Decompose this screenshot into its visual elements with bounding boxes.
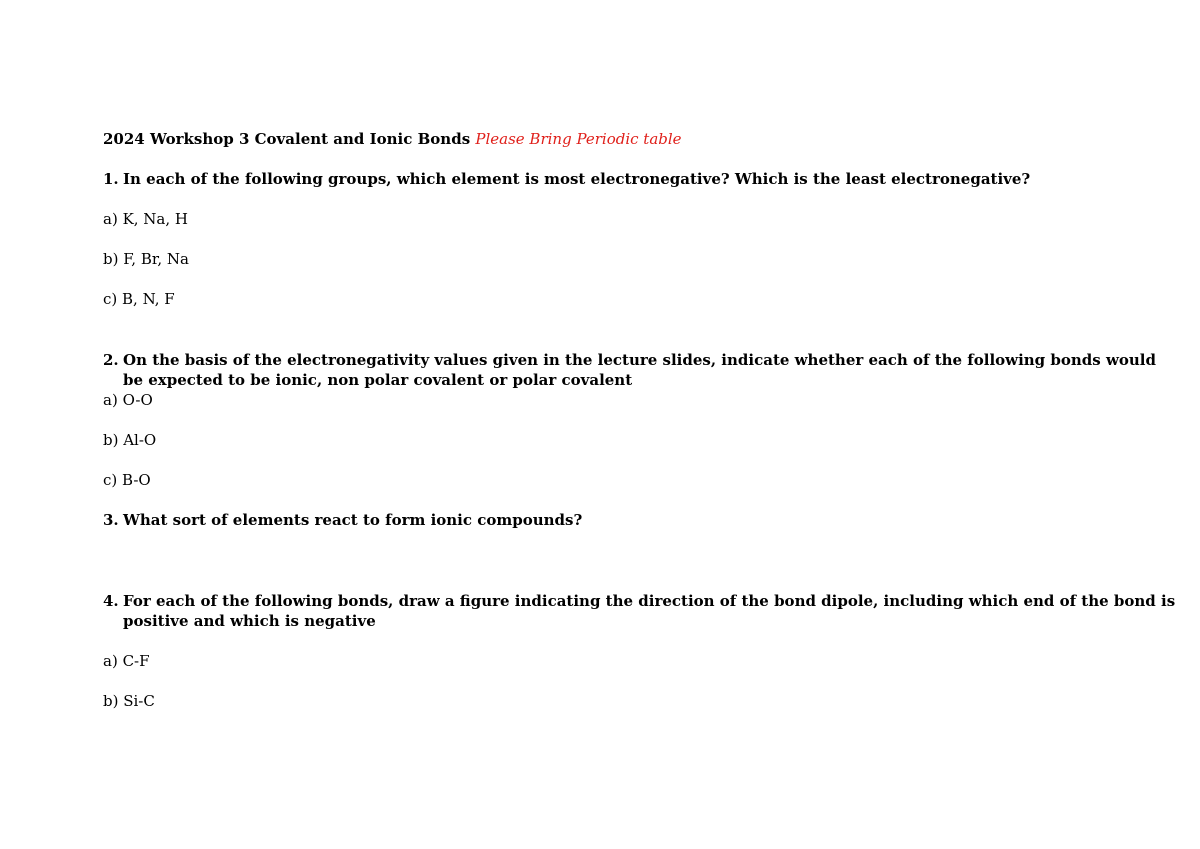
question-1-number: 1. xyxy=(103,170,119,188)
question-2 xyxy=(103,350,1156,370)
question-4-text-line2: positive and which is negative xyxy=(123,612,376,630)
question-3 xyxy=(103,510,582,530)
question-3-number: 3. xyxy=(103,511,119,529)
question-1-option-b: b) F, Br, Na xyxy=(103,250,189,268)
question-4-text-line1: For each of the following bonds, draw a figure indicating the direction of the bond dipole, including which end of the bond is xyxy=(123,592,1176,610)
question-1-text: In each of the following groups, which element is most electronegative? Which is the least electronegative? xyxy=(123,170,1031,188)
question-1-option-c: c) B, N, F xyxy=(103,290,175,308)
question-1-option-a: a) K, Na, H xyxy=(103,210,188,228)
question-2-number: 2. xyxy=(103,351,119,369)
question-4-option-a: a) C-F xyxy=(103,652,150,670)
question-4-number: 4. xyxy=(103,592,119,610)
question-2-text-line1: On the basis of the electronegativity values given in the lecture slides, indicate whether each of the following bonds would xyxy=(123,351,1156,369)
question-4 xyxy=(103,591,1175,611)
title-note: Please Bring Periodic table xyxy=(475,130,682,148)
question-2-option-b: b) Al-O xyxy=(103,431,157,449)
document-title-line xyxy=(103,129,682,149)
question-2-option-c: c) B-O xyxy=(103,471,151,489)
question-2-option-a: a) O-O xyxy=(103,391,153,409)
question-2-text-line2: be expected to be ionic, non polar covalent or polar covalent xyxy=(123,371,633,389)
document-title: 2024 Workshop 3 Covalent and Ionic Bonds xyxy=(103,130,471,148)
question-1 xyxy=(103,169,1030,189)
question-4-option-b: b) Si-C xyxy=(103,692,155,710)
question-3-text: What sort of elements react to form ionic compounds? xyxy=(123,511,583,529)
